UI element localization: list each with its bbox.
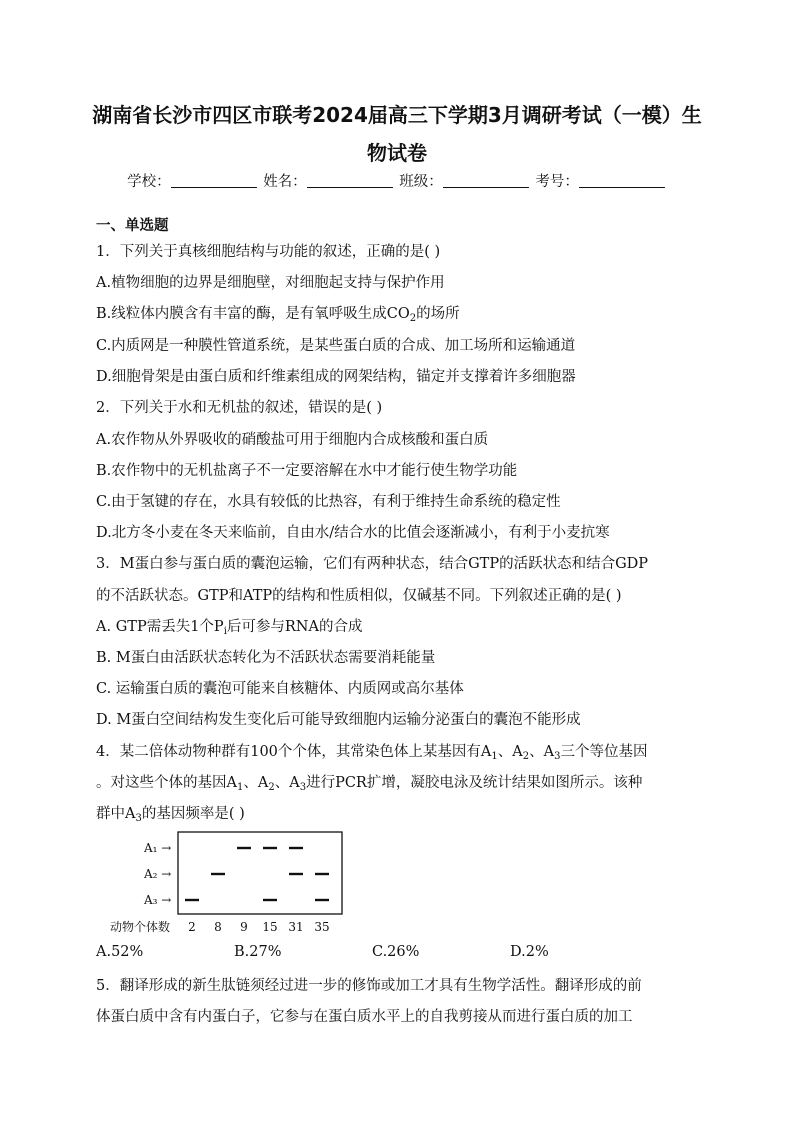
gel-band-lane5-A1 [289,847,303,849]
gel-band-lane6-A2 [315,873,329,875]
gel-count-6: 35 [314,920,330,934]
q5-stem-line-2: 体蛋白质中含有内蛋白子，它参与在蛋白质水平上的自我剪接从而进行蛋白质的加工 [96,1009,633,1025]
exam-title [60,96,734,172]
q3-option-c: C. 运输蛋白质的囊泡可能来自核糖体、内质网或高尔基体 [96,681,464,697]
gel-band-lane3-A1 [237,847,251,849]
gel-row-label-3: A₃ → [144,893,172,907]
section-heading: 一、单选题 [96,218,169,234]
q2-option-c: C.由于氢键的存在，水具有较低的比热容，有利于维持生命系统的稳定性 [96,494,561,510]
gel-row-label-2: A₂ → [144,867,172,881]
gel-count-3: 9 [240,920,248,934]
q4-option-b[interactable]: B.27% [234,944,282,960]
q2-stem: 2．下列关于水和无机盐的叙述，错误的是( ) [96,400,383,416]
student-info [0,170,794,191]
number-blank[interactable] [579,173,665,188]
q2-option-d: D.北方冬小麦在冬天来临前，自由水/结合水的比值会逐渐减小，有利于小麦抗寒 [96,525,610,541]
q1-stem: 1．下列关于真核细胞结构与功能的叙述，正确的是( ) [96,244,441,260]
gel-count-1: 2 [188,920,196,934]
q4-stem-line-3: 群中$A_3$的基因频率是( ) [96,806,245,824]
school-blank[interactable] [171,173,257,188]
q1-option-d: D.细胞骨架是由蛋白质和纤维素组成的网架结构，锚定并支撑着许多细胞器 [96,369,576,385]
name-label: 姓名： [263,174,307,190]
school-label: 学校： [127,174,171,190]
class-blank[interactable] [443,173,529,188]
class-label: 班级： [399,174,443,190]
gel-band-lane6-A3 [315,899,329,901]
gel-band-lane5-A2 [289,873,303,875]
q3-option-d: D. M蛋白空间结构发生变化后可能导致细胞内运输分泌蛋白的囊泡不能形成 [96,712,581,728]
gel-band-lane4-A3 [263,899,277,901]
title-line-1: 湖南省长沙市四区市联考2024届高三下学期3月调研考试（一模）生 [92,103,702,127]
x-axis-label: 动物个体数 [110,920,171,934]
gel-row-label-1: A₁ → [144,841,172,855]
q3-stem-line-2: 的不活跃状态。GTP和ATP的结构和性质相似，仅碱基不同。下列叙述正确的是( ) [96,588,622,604]
number-label: 考号： [535,174,579,190]
q1-option-b: B.线粒体内膜含有丰富的酶，是有氧呼吸生成$CO_2$的场所 [96,306,460,324]
q3-option-b: B. M蛋白由活跃状态转化为不活跃状态需要消耗能量 [96,650,436,666]
q4-option-a[interactable]: A.52% [96,944,144,960]
gel-band-lane4-A1 [263,847,277,849]
gel-electrophoresis-figure [100,828,350,938]
title-line-2: 物试卷 [367,141,427,165]
q4-option-c[interactable]: C.26% [372,944,420,960]
q2-option-a: A.农作物从外界吸收的硝酸盐可用于细胞内合成核酸和蛋白质 [96,432,489,448]
q2-option-b: B.农作物中的无机盐离子不一定要溶解在水中才能行使生物学功能 [96,463,518,479]
gel-band-lane2-A2 [211,873,225,875]
q4-stem-line-1: 4．某二倍体动物种群有100个个体，其常染色体上某基因有$A_1$、$A_2$、$A_3$三个等位基因 [96,744,648,762]
name-blank[interactable] [307,173,393,188]
gel-count-4: 15 [262,920,278,934]
q4-stem-line-2: 。对这些个体的基因$A_1$、$A_2$、$A_3$进行PCR扩增，凝胶电泳及统计结果如图所示。该种 [96,775,643,793]
q1-option-a: A.植物细胞的边界是细胞壁，对细胞起支持与保护作用 [96,275,445,291]
q4-option-d[interactable]: D.2% [510,944,549,960]
q5-stem-line-1: 5．翻译形成的新生肽链须经过进一步的修饰或加工才具有生物学活性。翻译形成的前 [96,978,642,994]
gel-count-5: 31 [288,920,304,934]
q3-option-a: A. GTP需丢失1个$P_i$后可参与RNA的合成 [96,619,363,637]
q1-option-c: C.内质网是一种膜性管道系统，是某些蛋白质的合成、加工场所和运输通道 [96,338,576,354]
q3-stem-line-1: 3．M蛋白参与蛋白质的囊泡运输，它们有两种状态，结合GTP的活跃状态和结合GDP [96,556,649,572]
gel-count-2: 8 [214,920,222,934]
gel-band-lane1-A3 [185,899,199,901]
